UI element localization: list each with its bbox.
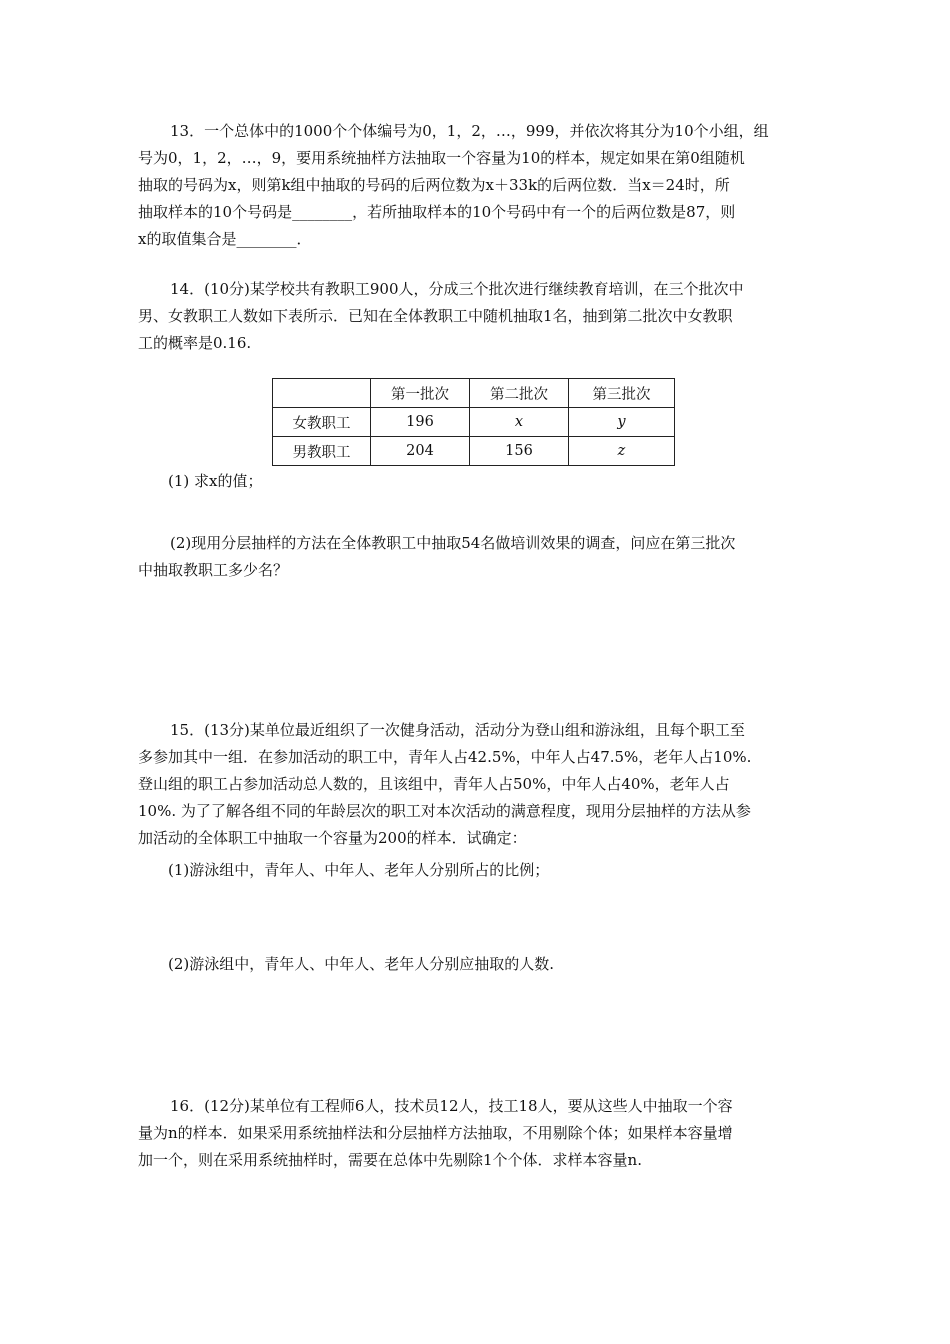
table-cell: 204 [371,437,470,466]
table-cell: 男教职工 [273,437,371,466]
variable-y: y [617,414,626,430]
question-15 [138,717,814,852]
q13-line: 抽取的号码为x，则第k组中抽取的号码的后两位数为x＋33k的后两位数．当x＝24时，所 [138,176,730,194]
q16-line: 16．(12分)某单位有工程师6人，技术员12人，技工18人，要从这些人中抽取一个容 [170,1097,733,1115]
table-header-cell: 第三批次 [569,379,675,408]
q14-part2-line: 中抽取教职工多少名？ [138,561,289,579]
variable-x: x [514,414,524,430]
table-cell [569,437,675,466]
staff-table [272,378,675,466]
q14-part2-line: (2)现用分层抽样的方法在全体教职工中抽取54名做培训效果的调查，问应在第三批次 [170,534,736,552]
table-cell: 196 [371,408,470,437]
q14-line: 14．(10分)某学校共有教职工900人，分成三个批次进行继续教育培训，在三个批次中 [170,280,744,298]
table-header-cell: 第一批次 [371,379,470,408]
table-header-row [273,379,675,408]
q13-line: 号为0，1，2，…，9，要用系统抽样方法抽取一个容量为10的样本，规定如果在第0组随机 [138,149,745,167]
q13-line: 抽取样本的10个号码是________，若所抽取样本的10个号码中有一个的后两位数是87，则 [138,203,736,221]
table-header-cell: 第二批次 [470,379,569,408]
table-header-cell [273,379,371,408]
q14-line: 男、女教职工人数如下表所示．已知在全体教职工中随机抽取1名，抽到第二批次中女教职 [138,307,733,325]
q13-line: x的取值集合是________． [138,230,312,248]
q14-line: 工的概率是0.16. [138,334,252,352]
q13-line: 13．一个总体中的1000个个体编号为0，1，2，…，999，并依次将其分为10个小组，组 [170,122,769,140]
table-cell: 女教职工 [273,408,371,437]
table-row [273,437,675,466]
q15-part1: (1)游泳组中，青年人、中年人、老年人分别所占的比例； [168,861,550,879]
q14-part1: (1) 求x的值； [168,472,263,490]
q15-line: 登山组的职工占参加活动总人数的，且该组中，青年人占50%，中年人占40%，老年人占 [138,775,730,793]
q16-line: 加一个，则在采用系统抽样时，需要在总体中先剔除1个个体．求样本容量n. [138,1151,642,1169]
table-cell: 156 [470,437,569,466]
question-14 [138,276,814,357]
variable-z: z [617,443,626,459]
q15-line: 15．(13分)某单位最近组织了一次健身活动，活动分为登山组和游泳组，且每个职工至 [170,721,745,739]
question-16 [138,1093,814,1174]
q16-line: 量为n的样本．如果采用系统抽样法和分层抽样方法抽取，不用剔除个体；如果样本容量增 [138,1124,733,1142]
q14-part2 [138,530,814,584]
question-13 [138,118,814,253]
q15-line: 10%. 为了了解各组不同的年龄层次的职工对本次活动的满意程度，现用分层抽样的方法从参 [138,802,751,820]
q15-part2: (2)游泳组中，青年人、中年人、老年人分别应抽取的人数. [168,955,555,973]
table-cell [470,408,569,437]
table-row [273,408,675,437]
table-cell [569,408,675,437]
q15-line: 加活动的全体职工中抽取一个容量为200的样本．试确定： [138,829,527,847]
q15-line: 多参加其中一组．在参加活动的职工中，青年人占42.5%，中年人占47.5%，老年人占10%. [138,748,752,766]
